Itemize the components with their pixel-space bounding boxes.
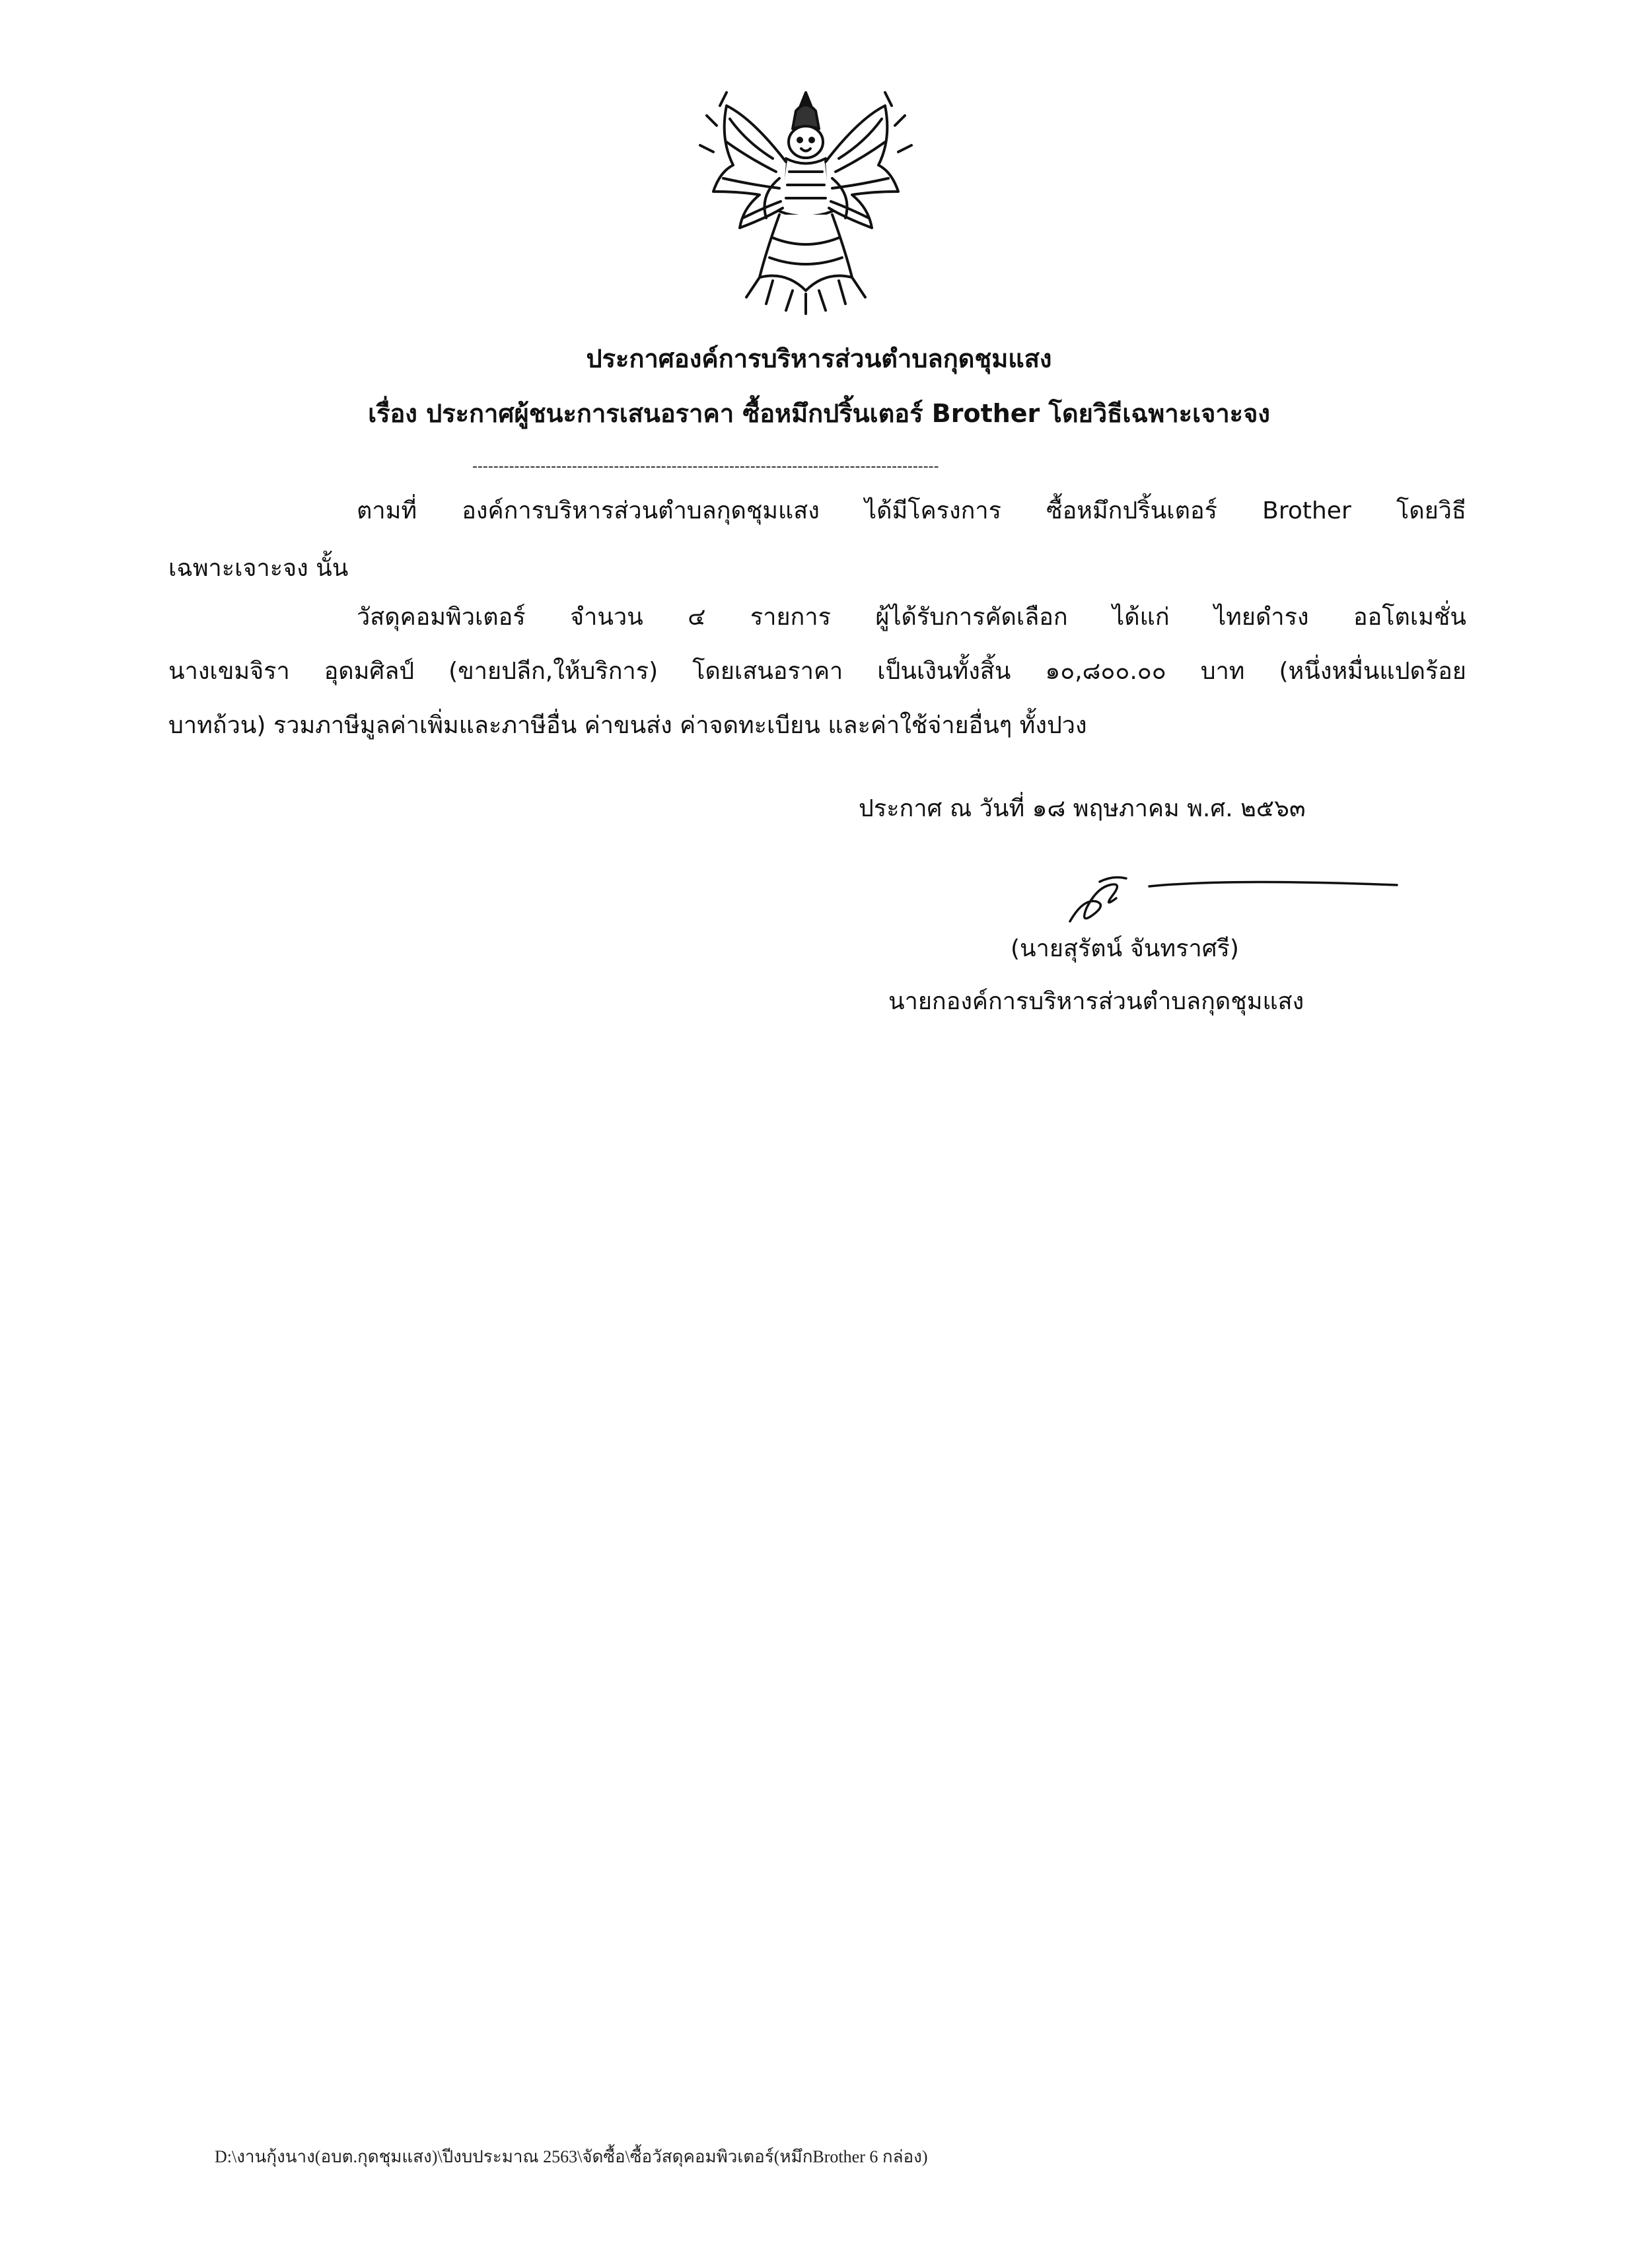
signer-name: (นายสุรัตน์ จันทราศรี) [1011, 935, 1239, 962]
signer-position: นายกองค์การบริหารส่วนตำบลกุดชุมแสง [888, 988, 1304, 1015]
paragraph-1-line-2: เฉพาะเจาะจง นั้น [168, 555, 349, 582]
handwritten-signature [1063, 859, 1407, 931]
garuda-emblem-icon [680, 79, 931, 324]
announcement-date: ประกาศ ณ วันที่ ๑๘ พฤษภาคม พ.ศ. ๒๕๖๓ [859, 795, 1306, 822]
paragraph-2-line-2: นางเขมจิรา อุดมศิลป์ (ขายปลีก,ให้บริการ) โดยเสนอราคา เป็นเงินทั้งสิ้น ๑๐,๘๐๐.๐๐ บาท (หนึ่งหมื่นแปดร้อย [168, 658, 1466, 685]
file-path-footer: D:\งานกุ้งนาง(อบต.กุดชุมแสง)\ปีงบประมาณ 2563\จัดซื้อ\ซื้อวัสดุคอมพิวเตอร์(หมึกBrother 6 กล่อง) [215, 2147, 928, 2166]
dashed-divider: ----------------------------------------------------------------------------------------- [472, 459, 939, 475]
paragraph-1-line-1: ตามที่ องค์การบริหารส่วนตำบลกุดชุมแสง ได้มีโครงการ ซื้อหมึกปริ้นเตอร์ Brother โดยวิธี [357, 497, 1466, 524]
paragraph-2-line-3: บาทถ้วน) รวมภาษีมูลค่าเพิ่มและภาษีอื่น ค่าขนส่ง ค่าจดทะเบียน และค่าใช้จ่ายอื่นๆ ทั้งปวง [168, 712, 1087, 739]
paragraph-2-line-1: วัสดุคอมพิวเตอร์ จำนวน ๔ รายการ ผู้ได้รับการคัดเลือก ได้แก่ ไทยดำรง ออโตเมชั่น [357, 604, 1466, 631]
announcement-subject: เรื่อง ประกาศผู้ชนะการเสนอราคา ซื้อหมึกปริ้นเตอร์ Brother โดยวิธีเฉพาะเจาะจง [368, 399, 1270, 428]
announcement-title: ประกาศองค์การบริหารส่วนตำบลกุดชุมแสง [586, 344, 1052, 373]
